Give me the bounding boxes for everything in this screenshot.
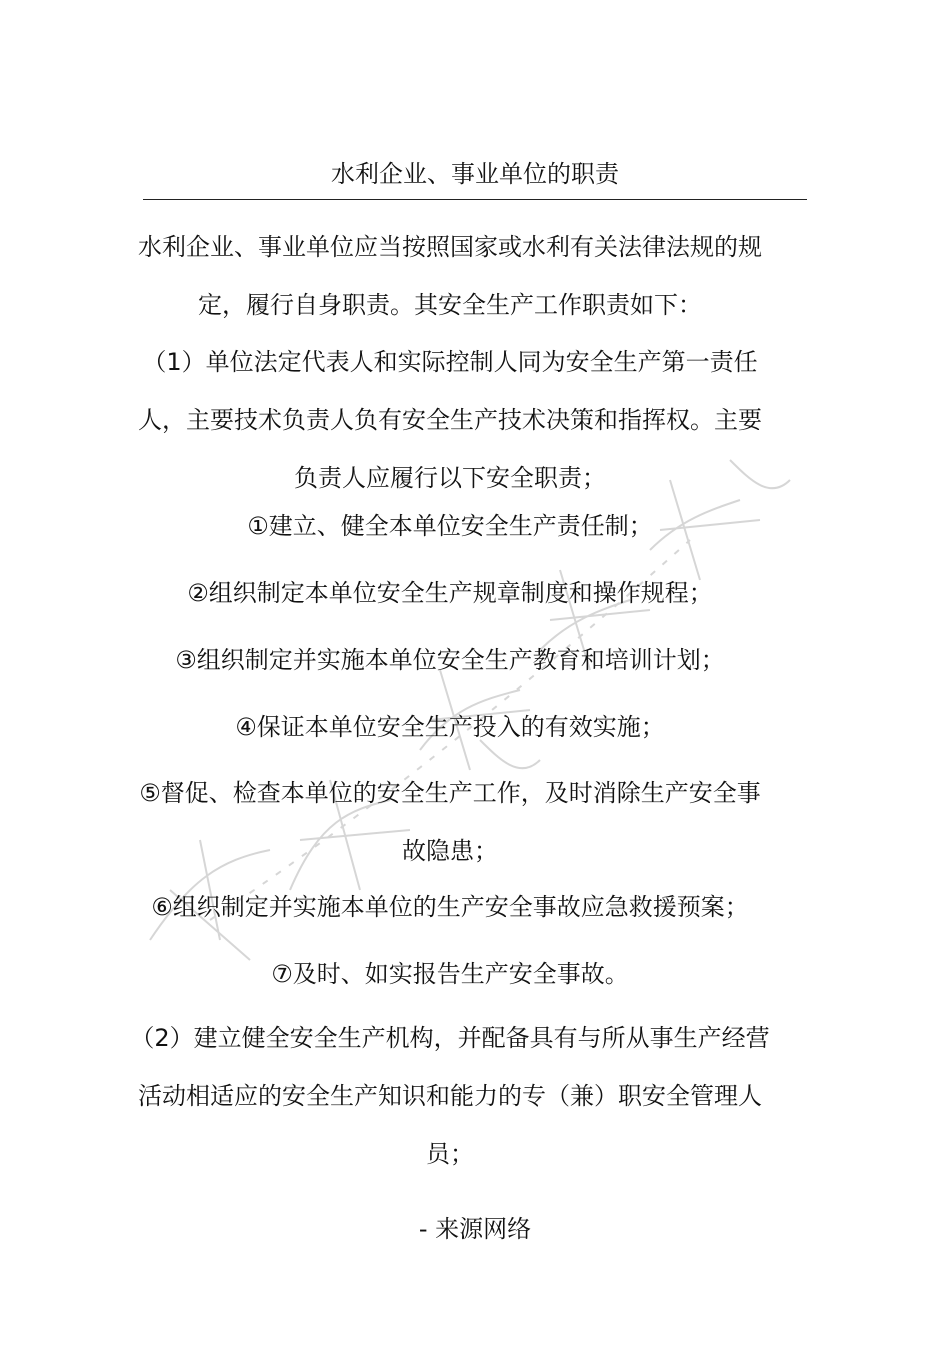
duty-item: ④保证本单位安全生产投入的有效实施； <box>235 713 665 741</box>
title-divider <box>143 199 807 200</box>
source-footer: - 来源网络 <box>418 1215 532 1243</box>
duty-item: ⑦及时、如实报告生产安全事故。 <box>271 960 629 988</box>
clause-1-paragraph: （1）单位法定代表人和实际控制人同为安全生产第一责任人，主要技术负责人负有安全生产技术决策和指挥权。主要负责人应履行以下安全职责； <box>138 348 762 492</box>
duty-item: ③组织制定并实施本单位安全生产教育和培训计划； <box>175 646 725 674</box>
duty-item: ①建立、健全本单位安全生产责任制； <box>247 512 653 540</box>
intro-paragraph: 水利企业、事业单位应当按照国家或水利有关法律法规的规定，履行自身职责。其安全生产工作职责如下： <box>138 233 762 319</box>
duty-item: ⑤督促、检查本单位的安全生产工作，及时消除生产安全事故隐患； <box>139 779 761 865</box>
clause-2-paragraph: （2）建立健全安全生产机构，并配备具有与所从事生产经营活动相适应的安全生产知识和能力的专（兼）职安全管理人员； <box>130 1024 770 1168</box>
page-title: 水利企业、事业单位的职责 <box>331 160 619 188</box>
duty-item: ②组织制定本单位安全生产规章制度和操作规程； <box>187 579 713 607</box>
duty-item: ⑥组织制定并实施本单位的生产安全事故应急救援预案； <box>151 893 749 921</box>
